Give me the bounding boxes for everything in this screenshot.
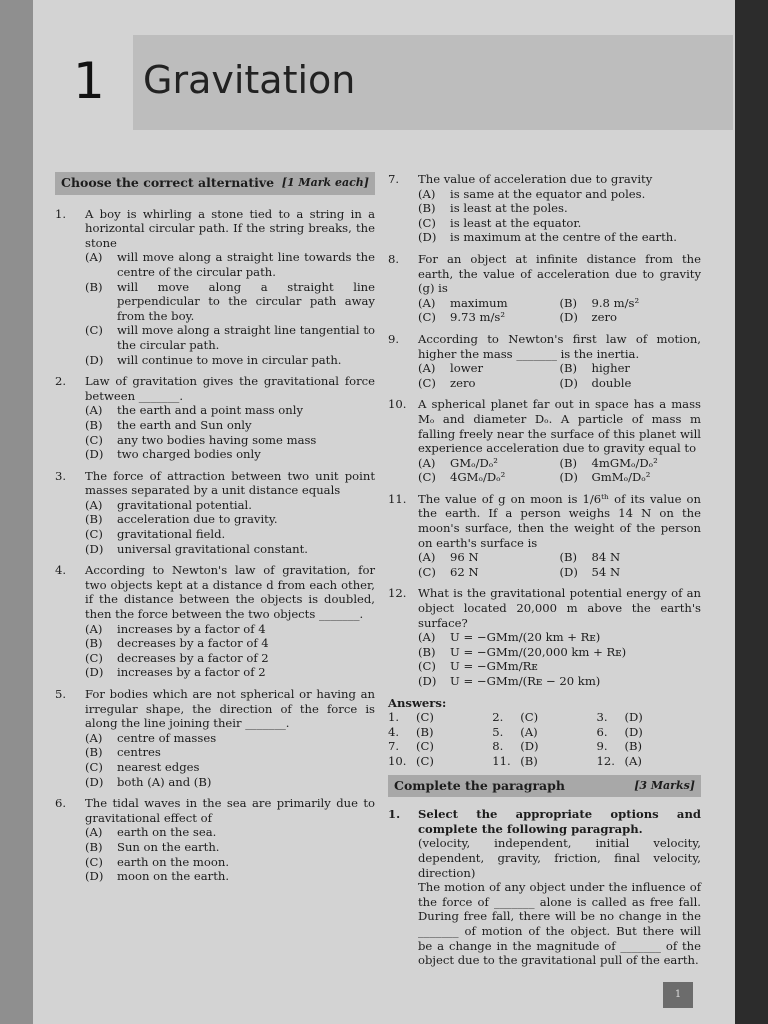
option-label: (C) (418, 659, 436, 674)
option-label: (A) (418, 550, 436, 565)
left-column (55, 172, 375, 891)
option-text: maximum (450, 295, 508, 310)
option-label: (A) (85, 621, 103, 636)
option-text: 62 N (450, 564, 479, 579)
option-item (85, 403, 375, 418)
left-question-list (55, 207, 375, 884)
option-item (418, 187, 701, 202)
option-text: will move along a straight line tangential to the circular path. (117, 323, 375, 352)
option-item (418, 674, 701, 689)
question-body (85, 374, 375, 462)
option-label: (B) (559, 455, 578, 470)
mcq-section-marks: [1 Mark each] (281, 176, 369, 189)
option-text: will continue to move in circular path. (117, 352, 342, 367)
option-text: is same at the equator and poles. (450, 186, 646, 201)
answer-cell (596, 710, 700, 725)
question-number: 1. (55, 206, 67, 221)
option-label: (B) (85, 417, 103, 432)
option-row (418, 456, 701, 471)
answer-cell (492, 725, 596, 740)
option-text: increases by a factor of 4 (117, 621, 266, 636)
mcq-section-title: Choose the correct alternative (61, 175, 275, 190)
option-text: centres (117, 745, 161, 760)
question-number: 2. (55, 374, 67, 389)
option-item (85, 527, 375, 542)
answer-value: (C) (520, 710, 539, 725)
question-number: 6. (55, 796, 67, 811)
option-label: (D) (559, 470, 578, 485)
paragraph-instruction: Select the appropriate options and complete the following paragraph. (418, 807, 701, 836)
question-number: 4. (55, 563, 67, 578)
option-text: 96 N (450, 550, 479, 565)
question-item (55, 374, 375, 462)
question-number: 9. (388, 331, 400, 346)
option-item (418, 470, 560, 485)
option-label: (B) (418, 644, 436, 659)
option-item (85, 280, 375, 324)
question-number: 12. (388, 586, 407, 601)
book-page (33, 0, 735, 1024)
paragraph-text: The motion of any object under the influence of the force of _______ alone is called as free fall. During free fall, there will be no change in the _______ of motion of the object. But there will be a change in the magnitude of _______ of the object due to the gravitational pull of the earth. (418, 880, 701, 968)
answer-cell (492, 754, 596, 769)
option-item (85, 250, 375, 279)
option-text: is least at the equator. (450, 215, 582, 230)
question-text: The value of acceleration due to gravity (418, 172, 653, 186)
option-item (85, 651, 375, 666)
option-text: 4mGMₒ/Dₒ² (591, 455, 658, 470)
option-label: (A) (418, 186, 436, 201)
right-column (388, 172, 701, 975)
option-row (418, 376, 701, 391)
option-label: (B) (85, 636, 103, 651)
option-text: earth on the moon. (117, 854, 230, 869)
option-item (85, 447, 375, 462)
option-text: Sun on the earth. (117, 839, 220, 854)
option-text: 9.73 m/s² (450, 310, 505, 325)
option-label: (A) (85, 730, 103, 745)
answer-number: 11. (492, 753, 511, 768)
question-text: The force of attraction between two unit point masses separated by a unit distance equals (85, 468, 375, 498)
option-item (85, 760, 375, 775)
answer-number: 12. (596, 753, 615, 768)
option-text: centre of masses (117, 730, 217, 745)
option-text: the earth and Sun only (117, 417, 252, 432)
mcq-section-header (55, 172, 375, 195)
answer-cell (596, 725, 700, 740)
question-number: 5. (55, 687, 67, 701)
answer-value: (C) (416, 739, 434, 754)
answer-number: 7. (388, 739, 400, 754)
option-row (418, 296, 701, 311)
question-body (85, 563, 375, 680)
answer-number: 9. (596, 739, 608, 754)
answer-value: (D) (624, 710, 643, 725)
question-text: According to Newton's first law of motion, higher the mass _______ is the inertia. (418, 331, 701, 361)
option-item (85, 731, 375, 746)
question-body (418, 586, 701, 688)
option-text: universal gravitational constant. (117, 541, 308, 556)
chapter-number: 1 (73, 52, 105, 110)
option-item (418, 376, 560, 391)
answer-number: 10. (388, 753, 407, 768)
option-label: (D) (85, 665, 104, 680)
option-item (418, 310, 560, 325)
option-item (560, 565, 702, 580)
answer-number: 4. (388, 724, 400, 739)
option-label: (B) (85, 512, 103, 527)
question-body (418, 252, 701, 325)
answers-grid (388, 710, 701, 768)
option-text: 4GMₒ/Dₒ² (450, 470, 506, 485)
question-body (85, 687, 375, 789)
option-label: (B) (418, 201, 436, 216)
option-item (418, 550, 560, 565)
option-item (560, 376, 702, 391)
answer-cell (388, 754, 492, 769)
option-label: (A) (418, 361, 436, 376)
option-label: (C) (85, 854, 103, 869)
option-row (418, 310, 701, 325)
option-item (418, 645, 701, 660)
option-text: earth on the sea. (117, 825, 217, 840)
question-number: 11. (388, 491, 407, 506)
option-text: two charged bodies only (117, 447, 261, 462)
option-text: decreases by a factor of 4 (117, 636, 269, 651)
option-text: U = −GMm/(20 km + Rᴇ) (450, 630, 601, 645)
option-text: will move along a straight line towards the centre of the circular path. (117, 250, 375, 279)
option-item (560, 361, 702, 376)
answer-number: 2. (492, 710, 504, 725)
option-text: U = −GMm/Rᴇ (450, 659, 538, 674)
option-label: (C) (418, 215, 436, 230)
question-number: 3. (55, 468, 67, 483)
question-text: Law of gravitation gives the gravitational force between _______. (85, 374, 375, 403)
answer-cell (596, 739, 700, 754)
option-item (418, 216, 701, 231)
option-item (418, 659, 701, 674)
paragraph-question-body (418, 807, 701, 968)
paragraph-question-number: 1. (388, 807, 401, 822)
answer-value: (D) (520, 739, 539, 754)
answer-number: 5. (492, 724, 504, 739)
option-item (418, 201, 701, 216)
question-text: A spherical planet far out in space has a mass Mₒ and diameter Dₒ. A particle of mass m falling freely near the surface of this planet will experience acceleration due to gravity equal to (418, 397, 701, 456)
option-item (418, 230, 701, 245)
answer-value: (D) (624, 724, 643, 739)
option-text: U = −GMm/(20,000 km + Rᴇ) (450, 644, 627, 659)
answer-number: 3. (596, 710, 608, 725)
answer-number: 8. (492, 739, 504, 754)
question-number: 8. (388, 251, 400, 266)
option-text: GmMₒ/Dₒ² (591, 470, 651, 485)
option-label: (C) (85, 432, 103, 447)
option-text: gravitational field. (117, 527, 226, 542)
option-label: (B) (85, 745, 103, 760)
paragraph-section-title: Complete the paragraph (394, 777, 565, 793)
answer-cell (492, 739, 596, 754)
answer-value: (B) (416, 724, 434, 739)
paragraph-section-header (388, 775, 701, 798)
option-label: (C) (418, 470, 436, 485)
answers-title: Answers: (388, 695, 447, 710)
answer-cell (596, 754, 700, 769)
question-body (85, 207, 375, 368)
option-label: (D) (85, 774, 104, 789)
answer-row (388, 739, 701, 754)
question-item (388, 492, 701, 580)
option-text: double (591, 375, 632, 390)
question-body (418, 492, 701, 580)
answer-value: (B) (624, 739, 643, 754)
option-text: zero (591, 310, 617, 325)
option-item (418, 565, 560, 580)
option-label: (C) (418, 564, 436, 579)
option-label: (D) (85, 352, 104, 367)
option-text: zero (450, 375, 476, 390)
question-text: The value of g on moon is 1/6ᵗʰ of its value on the earth. If a person weighs 14 N on the moon's surface, then the weight of the person on earth's surface is (418, 491, 701, 550)
question-item (388, 397, 701, 485)
option-item (560, 296, 702, 311)
option-item (85, 622, 375, 637)
answer-cell (388, 725, 492, 740)
question-number: 7. (388, 172, 400, 186)
answer-value: (B) (520, 753, 538, 768)
option-label: (D) (85, 447, 104, 462)
option-label: (C) (418, 375, 436, 390)
question-text: The tidal waves in the sea are primarily due to gravitational effect of (85, 796, 375, 825)
question-body (85, 796, 375, 884)
option-row (418, 361, 701, 376)
page-number-tab: 1 (663, 982, 693, 1008)
option-label: (A) (85, 497, 103, 512)
question-body (85, 469, 375, 557)
option-item (85, 840, 375, 855)
option-label: (D) (418, 230, 437, 245)
option-item (85, 775, 375, 790)
answer-cell (388, 710, 492, 725)
option-text: any two bodies having some mass (117, 432, 317, 447)
option-label: (D) (559, 564, 578, 579)
question-item (55, 687, 375, 789)
answer-row (388, 754, 701, 769)
option-label: (A) (418, 295, 436, 310)
option-item (85, 512, 375, 527)
option-text: 54 N (591, 564, 621, 579)
option-text: the earth and a point mass only (117, 403, 303, 418)
question-body (418, 172, 701, 245)
question-body (418, 397, 701, 485)
question-body (418, 332, 701, 390)
answer-cell (492, 710, 596, 725)
option-label: (A) (85, 403, 103, 418)
option-text: gravitational potential. (117, 497, 252, 512)
question-item (55, 469, 375, 557)
option-label: (C) (85, 527, 103, 542)
option-item (418, 296, 560, 311)
answer-value: (C) (416, 753, 434, 768)
option-label: (A) (85, 825, 103, 840)
option-item (85, 636, 375, 651)
option-item (560, 470, 702, 485)
option-item (418, 630, 701, 645)
option-item (85, 433, 375, 448)
option-text: is maximum at the centre of the earth. (450, 230, 677, 245)
option-text: lower (450, 361, 484, 376)
question-item (388, 332, 701, 390)
question-item (55, 796, 375, 884)
option-row (418, 565, 701, 580)
question-item (388, 172, 701, 245)
question-text: A boy is whirling a stone tied to a string in a horizontal circular path. If the string breaks, the stone (85, 206, 375, 250)
option-text: decreases by a factor of 2 (117, 650, 269, 665)
option-item (85, 855, 375, 870)
option-text: moon on the earth. (117, 869, 230, 884)
option-item (85, 869, 375, 884)
question-text: For bodies which are not spherical or having an irregular shape, the direction of the force is along the line joining their _______. (85, 687, 375, 731)
option-label: (D) (418, 674, 437, 688)
scan-left-margin (0, 0, 33, 1024)
chapter-title: Gravitation (143, 58, 356, 102)
option-text: acceleration due to gravity. (117, 512, 278, 527)
option-label: (B) (559, 361, 578, 376)
option-item (85, 745, 375, 760)
option-item (85, 665, 375, 680)
option-label: (C) (418, 310, 436, 325)
option-item (418, 361, 560, 376)
option-row (418, 470, 701, 485)
answer-number: 1. (388, 710, 400, 725)
question-item (55, 207, 375, 368)
option-label: (C) (85, 650, 103, 665)
question-item (388, 252, 701, 325)
option-label: (B) (85, 839, 103, 854)
option-item (85, 353, 375, 368)
paragraph-question (388, 807, 701, 968)
option-text: higher (591, 361, 630, 376)
scan-right-margin (735, 0, 768, 1024)
paragraph-section-marks: [3 Marks] (634, 778, 695, 792)
option-text: nearest edges (117, 759, 200, 774)
option-item (560, 456, 702, 471)
option-label: (C) (85, 759, 103, 774)
question-text: According to Newton's law of gravitation, for two objects kept at a distance d from each other, if the distance between the objects is doubled, then the force between the two objects _______. (85, 563, 375, 622)
option-text: will move along a straight line perpendicular to the circular path away from the boy. (117, 279, 375, 323)
option-label: (D) (559, 375, 578, 390)
option-text: both (A) and (B) (117, 774, 212, 789)
right-question-list (388, 172, 701, 689)
answer-row (388, 710, 701, 725)
option-label: (D) (85, 869, 104, 884)
option-item (85, 542, 375, 557)
option-row (418, 550, 701, 565)
answer-number: 6. (596, 724, 608, 739)
option-item (85, 323, 375, 352)
option-label: (B) (559, 550, 578, 565)
question-text: What is the gravitational potential energy of an object located 20,000 m above the earth's surface? (418, 586, 701, 630)
option-text: increases by a factor of 2 (117, 665, 266, 680)
option-text: is least at the poles. (450, 201, 568, 216)
option-text: U = −GMm/(Rᴇ − 20 km) (450, 674, 601, 688)
option-label: (A) (85, 250, 103, 265)
option-label: (B) (559, 295, 578, 310)
question-text: For an object at infinite distance from the earth, the value of acceleration due to gravity (g) is (418, 251, 701, 296)
question-item (55, 563, 375, 680)
question-item (388, 586, 701, 688)
option-text: 84 N (591, 550, 621, 565)
answer-value: (C) (416, 710, 434, 725)
paragraph-options: (velocity, independent, initial velocity, dependent, gravity, friction, final velocity, direction) (418, 836, 701, 880)
option-text: GMₒ/Dₒ² (450, 455, 498, 470)
answer-value: (A) (624, 753, 642, 768)
answer-value: (A) (520, 724, 538, 739)
option-item (85, 825, 375, 840)
option-item (418, 456, 560, 471)
option-label: (D) (559, 310, 578, 325)
answer-cell (388, 739, 492, 754)
option-label: (A) (418, 630, 436, 645)
option-label: (B) (85, 279, 103, 294)
option-item (85, 418, 375, 433)
option-text: 9.8 m/s² (591, 295, 640, 310)
option-item (560, 550, 702, 565)
question-number: 10. (388, 397, 407, 412)
option-label: (D) (85, 541, 104, 556)
option-item (560, 310, 702, 325)
option-label: (A) (418, 455, 436, 470)
answer-row (388, 725, 701, 740)
option-label: (C) (85, 323, 103, 338)
option-item (85, 498, 375, 513)
